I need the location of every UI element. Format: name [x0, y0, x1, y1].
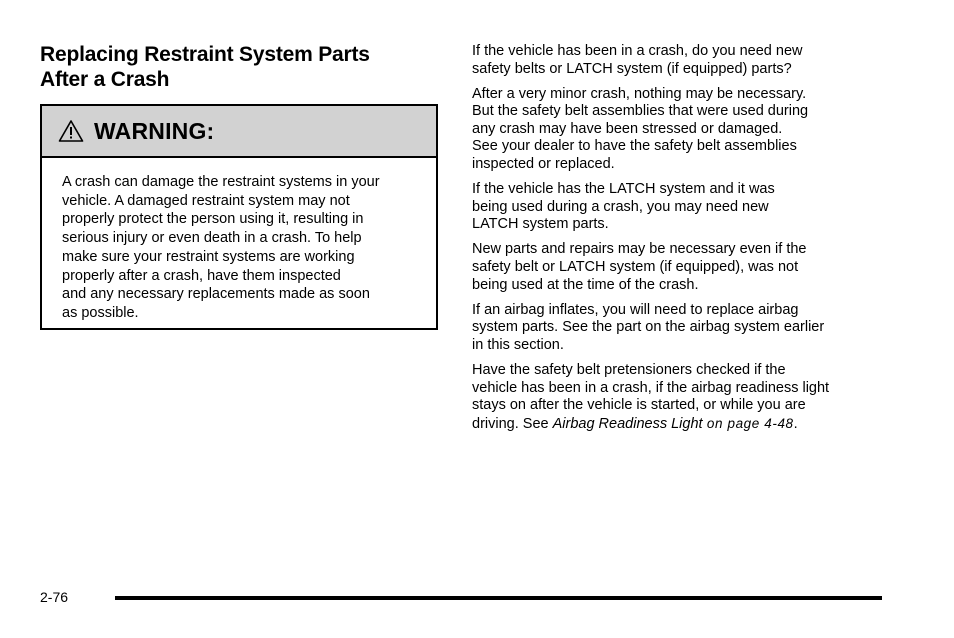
paragraph-line: safety belts or LATCH system (if equipped) parts? — [472, 60, 792, 77]
paragraph-line: See your dealer to have the safety belt assemblies — [472, 138, 797, 155]
paragraph-line: If the vehicle has the LATCH system and it was — [472, 181, 775, 198]
warning-line: and any necessary replacements made as soon — [62, 286, 370, 303]
paragraph-line: stays on after the vehicle is started, or while you are — [472, 397, 806, 414]
cross-reference-title: Airbag Readiness Light — [552, 415, 703, 432]
warning-header — [42, 106, 436, 158]
warning-title: WARNING: — [94, 117, 215, 144]
paragraph-line — [472, 415, 892, 434]
footer-rule — [115, 596, 882, 600]
paragraph-line: Have the safety belt pretensioners checked if the — [472, 362, 786, 378]
warning-line: vehicle. A damaged restraint system may not — [62, 192, 350, 209]
paragraph-line: system parts. See the part on the airbag system earlier — [472, 319, 825, 336]
inline-text: . — [793, 415, 798, 432]
section-heading — [40, 42, 442, 92]
paragraph-line: After a very minor crash, nothing may be necessary. — [472, 85, 807, 102]
warning-line: A crash can damage the restraint systems in your — [62, 174, 380, 190]
right-column — [472, 43, 892, 441]
inline-text: driving. See — [472, 415, 553, 432]
paragraph-line: If the vehicle has been in a crash, do you need new — [472, 43, 803, 59]
paragraph-line: But the safety belt assemblies that were used during — [472, 103, 809, 120]
paragraph-line: in this section. — [472, 336, 564, 353]
paragraph — [472, 241, 892, 294]
warning-line: properly after a crash, have them inspected — [62, 267, 341, 284]
paragraph — [472, 362, 892, 433]
warning-line: as possible. — [62, 304, 139, 321]
paragraph — [472, 302, 892, 355]
warning-line: serious injury or even death in a crash. To help — [62, 230, 362, 247]
paragraph — [472, 43, 892, 78]
warning-body — [42, 158, 436, 323]
warning-box — [40, 104, 438, 330]
paragraph-line: LATCH system parts. — [472, 216, 609, 233]
heading-line: After a Crash — [40, 68, 170, 91]
paragraph-line: being used during a crash, you may need new — [472, 198, 769, 215]
paragraph — [472, 181, 892, 234]
paragraph-line: vehicle has been in a crash, if the airbag readiness light — [472, 379, 830, 396]
warning-line: properly protect the person using it, resulting in — [62, 211, 364, 228]
left-column — [40, 42, 442, 330]
paragraph — [472, 86, 892, 174]
paragraph-line: any crash may have been stressed or damaged. — [472, 120, 783, 137]
warning-line: make sure your restraint systems are working — [62, 248, 355, 265]
warning-triangle-icon — [58, 119, 84, 143]
heading-line: Replacing Restraint System Parts — [40, 43, 370, 66]
cross-reference-page: on page 4-48 — [702, 415, 794, 431]
page-number: 2-76 — [40, 589, 69, 605]
paragraph-line: inspected or replaced. — [472, 156, 615, 173]
paragraph-line: New parts and repairs may be necessary even if the — [472, 241, 807, 258]
paragraph-line: If an airbag inflates, you will need to replace airbag — [472, 301, 799, 318]
paragraph-line: being used at the time of the crash. — [472, 276, 699, 293]
paragraph-line: safety belt or LATCH system (if equipped), was not — [472, 259, 799, 276]
